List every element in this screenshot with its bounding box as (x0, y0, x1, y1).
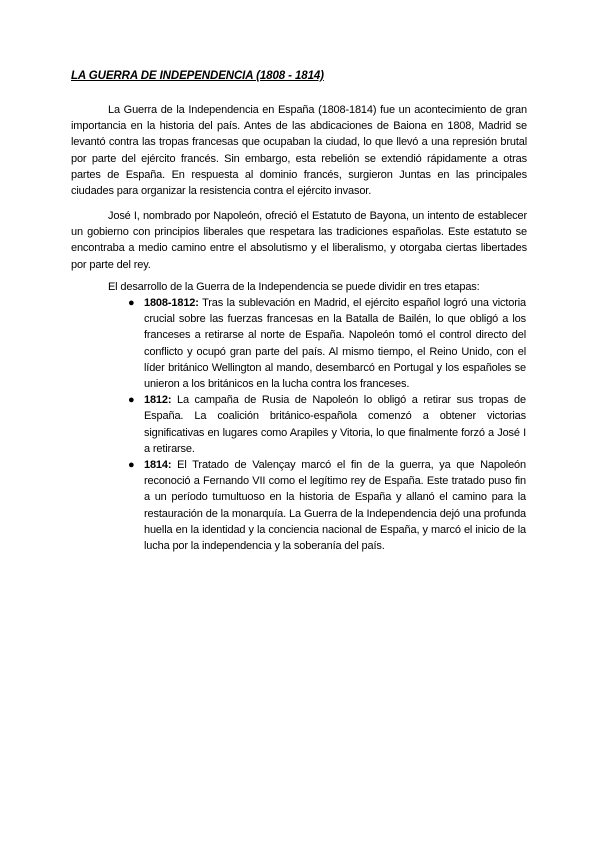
stage-year: 1812: (144, 394, 172, 407)
stage-item-1812 (128, 392, 526, 457)
stage-year: 1808-1812: (144, 297, 199, 309)
stage-year: 1814: (144, 459, 172, 472)
stages-list (128, 295, 526, 554)
stage-description: La campaña de Rusia de Napoleón lo obligó a retirar sus tropas de España. La coalición británico-española comenzó a obtener victorias significativas en lugares como Arapiles y Vitoria, lo que finalmente forzó a José I a retirarse. (144, 394, 526, 455)
stage-description: Tras la sublevación en Madrid, el ejército español logró una victoria crucial sobre las fuerzas francesas en la Batalla de Bailén, lo que obligó a los franceses a retirarse al norte de España. Napoleón tomó el control directo del conflicto y ocupó gran parte del país. Al mismo tiempo, el Reino Unido, con el líder británico Wellington al mando, desembarcó en Portugal y los españoles se unieron a los británicos en la lucha contra los franceses. (144, 297, 526, 391)
statute-paragraph: José I, nombrado por Napoleón, ofreció el Estatuto de Bayona, un intento de establecer un gobierno con principios liberales que respetara las tradiciones españolas. Este estatuto se encontraba a medio camino entre el absolutismo y el liberalismo, y otorgaba ciertas libertades por parte del rey. (71, 210, 527, 271)
stages-intro-paragraph: El desarrollo de la Guerra de la Independencia se puede dividir en tres etapas: (108, 281, 480, 293)
stage-description: El Tratado de Valençay marcó el fin de la guerra, ya que Napoleón reconoció a Fernando VII como el legítimo rey de España. Este tratado puso fin a un período tumultuoso en la historia de España y allanó el camino para la restauración de la monarquía. La Guerra de la Independencia dejó una profunda huella en la identidad y la conciencia nacional de España, y marcó el inicio de la lucha por la independencia y la soberanía del país. (144, 459, 526, 553)
stage-item-1808-1812 (128, 295, 526, 392)
intro-paragraph: La Guerra de la Independencia en España (1808-1814) fue un acontecimiento de gran importancia en la historia del país. Antes de las abdicaciones de Baiona en 1808, Madrid se levantó contra las tropas francesas que ocupaban la ciudad, lo que llevó a una represión brutal por parte del ejército francés. Sin embargo, esta rebelión se extendió rápidamente a otras partes de España. En respuesta al dominio francés, surgieron Juntas en las principales ciudades para organizar la resistencia contra el ejército invasor. (71, 104, 527, 198)
bullet-icon: ● (128, 297, 135, 309)
document-title: LA GUERRA DE INDEPENDENCIA (1808 - 1814) (71, 70, 324, 82)
stage-item-1814 (128, 457, 526, 554)
bullet-icon: ● (128, 394, 135, 407)
bullet-icon: ● (128, 459, 135, 472)
